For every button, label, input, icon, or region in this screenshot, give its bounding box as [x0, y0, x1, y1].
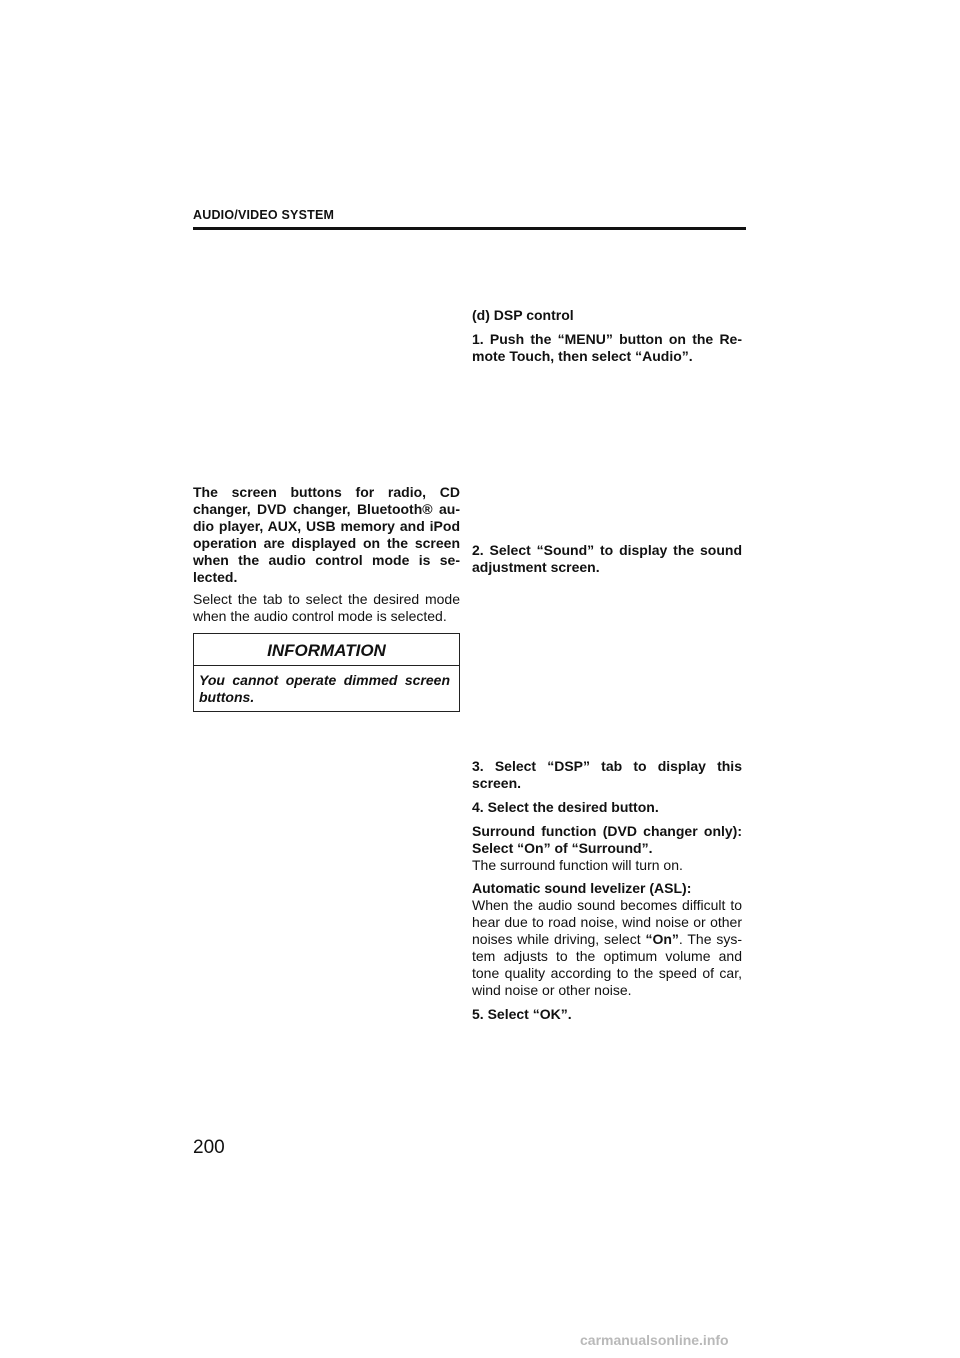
asl-heading: Automatic sound levelizer (ASL):	[472, 880, 692, 896]
section-header: AUDIO/VIDEO SYSTEM	[193, 208, 335, 222]
header-rule	[193, 227, 746, 230]
asl-paragraph	[472, 897, 742, 999]
watermark: carmanualsonline.info	[580, 1332, 729, 1348]
left-column	[193, 484, 460, 625]
step-3: 3. Select “DSP” tab to display this screen.	[472, 758, 742, 791]
steps-block	[472, 758, 742, 1023]
step-2: 2. Select “Sound” to display the sound adjustment screen.	[472, 542, 742, 575]
information-title: INFORMATION	[194, 634, 459, 666]
information-text: You cannot operate dimmed screen buttons.	[199, 672, 450, 705]
step-4: 4. Select the desired button.	[472, 799, 659, 815]
tab-note-paragraph: Select the tab to select the desired mode when the audio control mode is selected.	[193, 591, 460, 624]
asl-text-after: . The sys- tem adjusts to the optimum volume and tone quality according to the speed of car, wind noise or other noise.	[472, 931, 742, 998]
surround-text: The surround function will turn on.	[472, 857, 683, 873]
information-box	[193, 633, 460, 712]
page-number: 200	[193, 1137, 225, 1158]
dsp-intro-block	[472, 307, 742, 365]
step-5: 5. Select “OK”.	[472, 1006, 572, 1022]
asl-text-before: When the audio sound becomes difficult to hear due to road noise, wind noise or other noises while driving, select	[472, 897, 742, 947]
step-1: 1. Push the “MENU” button on the Re- mote Touch, then select “Audio”.	[472, 331, 742, 364]
section-title: (d) DSP control	[472, 307, 574, 323]
step-2-block	[472, 542, 742, 576]
surround-heading: Surround function (DVD changer only): Select “On” of “Surround”.	[472, 823, 742, 856]
intro-paragraph: The screen buttons for radio, CD changer, DVD changer, Bluetooth® au- dio player, AUX, USB memory and iPod operation are displayed on the screen when the audio control mode is se- lected.	[193, 484, 460, 585]
asl-on-label: “On”	[645, 931, 679, 947]
